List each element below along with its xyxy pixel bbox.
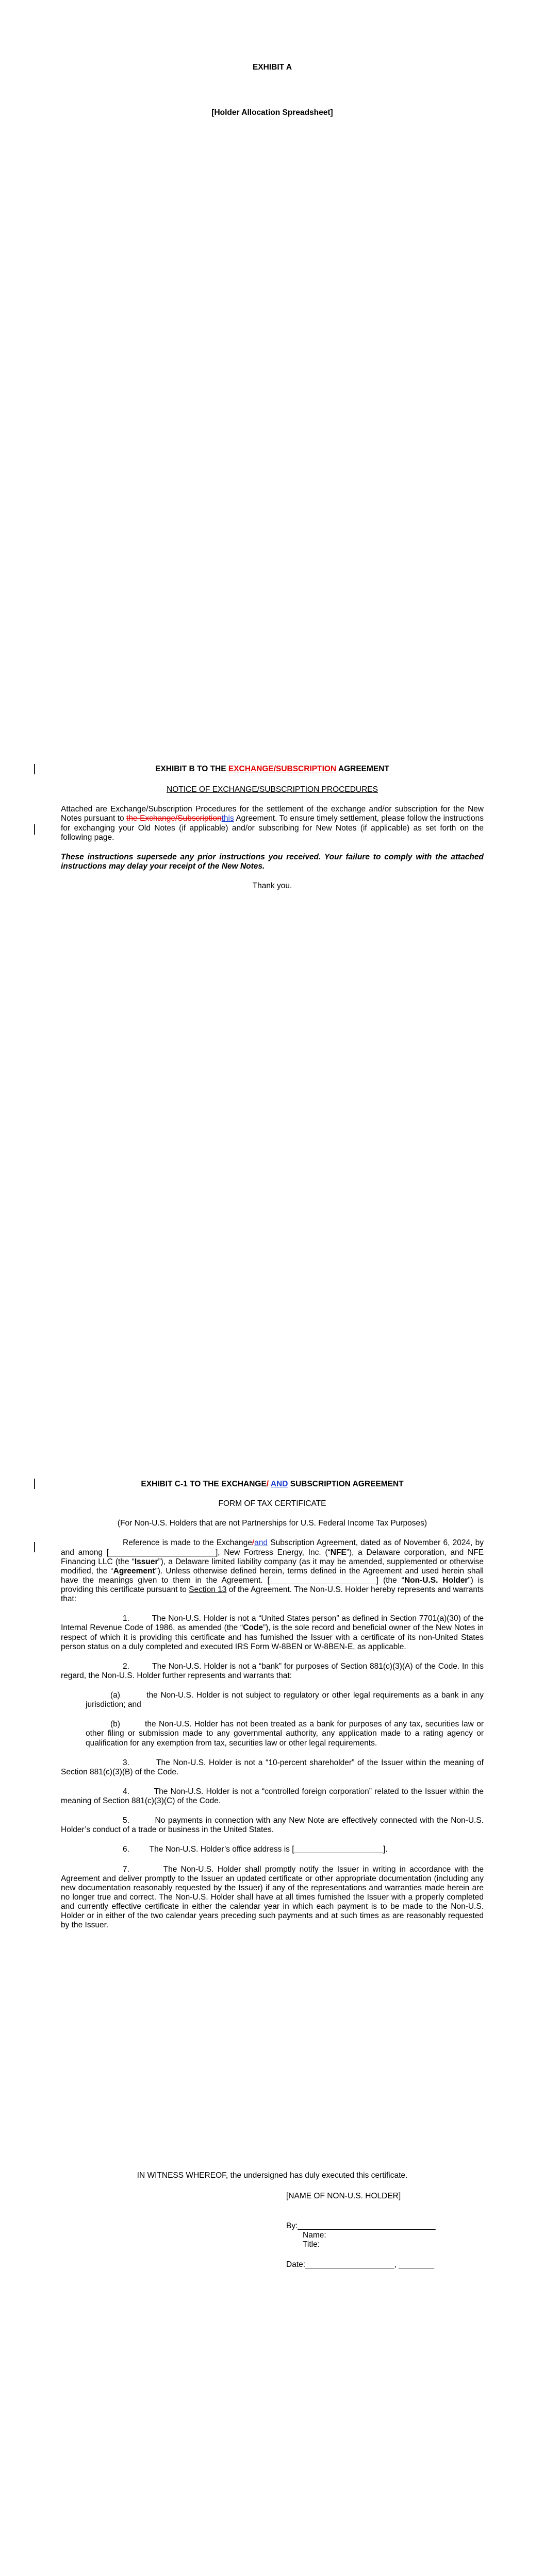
form-title: FORM OF TAX CERTIFICATE xyxy=(218,1499,326,1509)
change-bar xyxy=(34,1542,35,1552)
representation-2a: (a) the Non-U.S. Holder is not subject to regulatory or other legal requirements as a bank in any jurisdiction; and xyxy=(86,1691,484,1709)
inserted-text: this xyxy=(221,814,234,823)
change-bar xyxy=(34,1479,35,1489)
representation-7: 7. The Non-U.S. Holder shall promptly notify the Issuer in writing in accordance with the Agreement and deliver promptly to the Issuer an updated certificate or other appropriate documentation (including any new documentation reasonably requested by the Issuer) if any of the representations and warranties made herein are no longer true and correct. The Non-U.S. Holder shall have at all times furnished the Issuer with a properly completed and currently effective certificate in either the calendar year in which each payment is to be made to the Non-U.S. Holder or in either of the two calendar years preceding such payments and at such times as are reasonably requested by the Issuer. xyxy=(61,1865,484,1930)
exhibit-b-heading: NOTICE OF EXCHANGE/SUBSCRIPTION PROCEDURES xyxy=(167,785,378,794)
name-line: Name: xyxy=(303,2231,326,2240)
inserted-text: and xyxy=(254,1538,268,1548)
exhibit-c-title: EXHIBIT C-1 TO THE EXCHANGE/ AND SUBSCRIPTION AGREEMENT xyxy=(141,1480,404,1488)
change-bar xyxy=(34,824,35,835)
form-purpose: (For Non-U.S. Holders that are not Partnerships for U.S. Federal Income Tax Purposes) xyxy=(117,1519,427,1528)
signature-block xyxy=(286,2192,436,2269)
representation-5: 5. No payments in connection with any New Note are effectively connected with the Non-U.S. Holder’s conduct of a trade or business in the United States. xyxy=(61,1816,484,1835)
exhibit-a-title: EXHIBIT A xyxy=(252,63,292,72)
intro-paragraph: Reference is made to the Exchange/and Subscription Agreement, dated as of November 6, 2024, by and among [________________________], New Fortress Energy, Inc. (“NFE”), a Delaware corporation, and NFE Financing LLC (the “Issuer”), a Delaware limited liability company (as it may be amended, supplemented or otherwise modified, the “Agreement”). Unless otherwise defined herein, terms defined in the Agreement and used herein shall have the meanings given to them in the Agreement. [________________________] (the “Non-U.S. Holder”) is providing this certificate pursuant to Section 13 of the Agreement. The Non-U.S. Holder hereby represents and warrants that: xyxy=(61,1538,484,1604)
exhibit-b-warning: These instructions supersede any prior instructions you received. Your failure to comply with the attached instructions may delay your receipt of the New Notes. xyxy=(61,852,484,871)
deleted-text: / xyxy=(252,1538,255,1548)
inserted-text: AND xyxy=(270,1480,288,1488)
witness-statement: IN WITNESS WHEREOF, the undersigned has duly executed this certificate. xyxy=(137,2171,408,2180)
section-reference: Section 13 xyxy=(189,1585,227,1594)
representation-4: 4. The Non-U.S. Holder is not a “controlled foreign corporation” related to the Issuer within the meaning of Section 881(c)(3)(C) of the Code. xyxy=(61,1787,484,1805)
exhibit-b-title: EXHIBIT B TO THE EXCHANGE/SUBSCRIPTION AGREEMENT xyxy=(155,765,389,773)
deleted-text: Exchange/Subscription xyxy=(140,814,222,823)
representation-3: 3. The Non-U.S. Holder is not a “10-percent shareholder” of the Issuer within the meaning of Section 881(c)(3)(B) of the Code. xyxy=(61,1758,484,1776)
exhibit-a-subtitle: [Holder Allocation Spreadsheet] xyxy=(211,108,333,117)
exhibit-b-paragraph: Attached are Exchange/Subscription Procedures for the settlement of the exchange and/or subscription for the New Notes pursuant to the Exchange/Subscriptionthis Agreement. To ensure timely settlement, please follow the instructions for exchanging your Old Notes (if applicable) and/or subscribing for New Notes (if applicable) as set forth on the following page. xyxy=(61,805,484,842)
deleted-text: the xyxy=(126,814,140,823)
deleted-text: / xyxy=(266,1480,271,1488)
change-bar xyxy=(34,764,35,774)
title-line: Title: xyxy=(303,2240,320,2249)
representation-6: 6. The Non-U.S. Holder’s office address is [____________________]. xyxy=(123,1845,388,1854)
holder-name: [NAME OF NON-U.S. HOLDER] xyxy=(286,2192,401,2200)
exhibit-b-thanks: Thank you. xyxy=(252,882,292,890)
representation-2: 2. The Non-U.S. Holder is not a “bank” for purposes of Section 881(c)(3)(A) of the Code. In this regard, the Non-U.S. Holder further represents and warrants that: xyxy=(61,1662,484,1680)
representation-1: 1. The Non-U.S. Holder is not a “United States person” as defined in Section 7701(a)(30) of the Internal Revenue Code of 1986, as amended (the “Code”), is the sole record and beneficial owner of the New Notes in respect of which it is providing this certificate and has furnished the Issuer with a certificate of its non-United States person status on a duly completed and executed IRS Form W-8BEN or W-8BEN-E, as applicable. xyxy=(61,1614,484,1651)
by-line: By:_______________________________ xyxy=(286,2222,436,2231)
exhibit-b-title-insert: EXCHANGE/SUBSCRIPTION xyxy=(228,765,337,773)
date-line: Date:____________________, ________ xyxy=(286,2260,435,2269)
representation-2b: (b) the Non-U.S. Holder has not been treated as a bank for purposes of any tax, securities law or other filing or submission made to any governmental authority, any application made to a rating agency or qualification for any exemption from tax, securities law or other legal requirements. xyxy=(86,1720,484,1748)
